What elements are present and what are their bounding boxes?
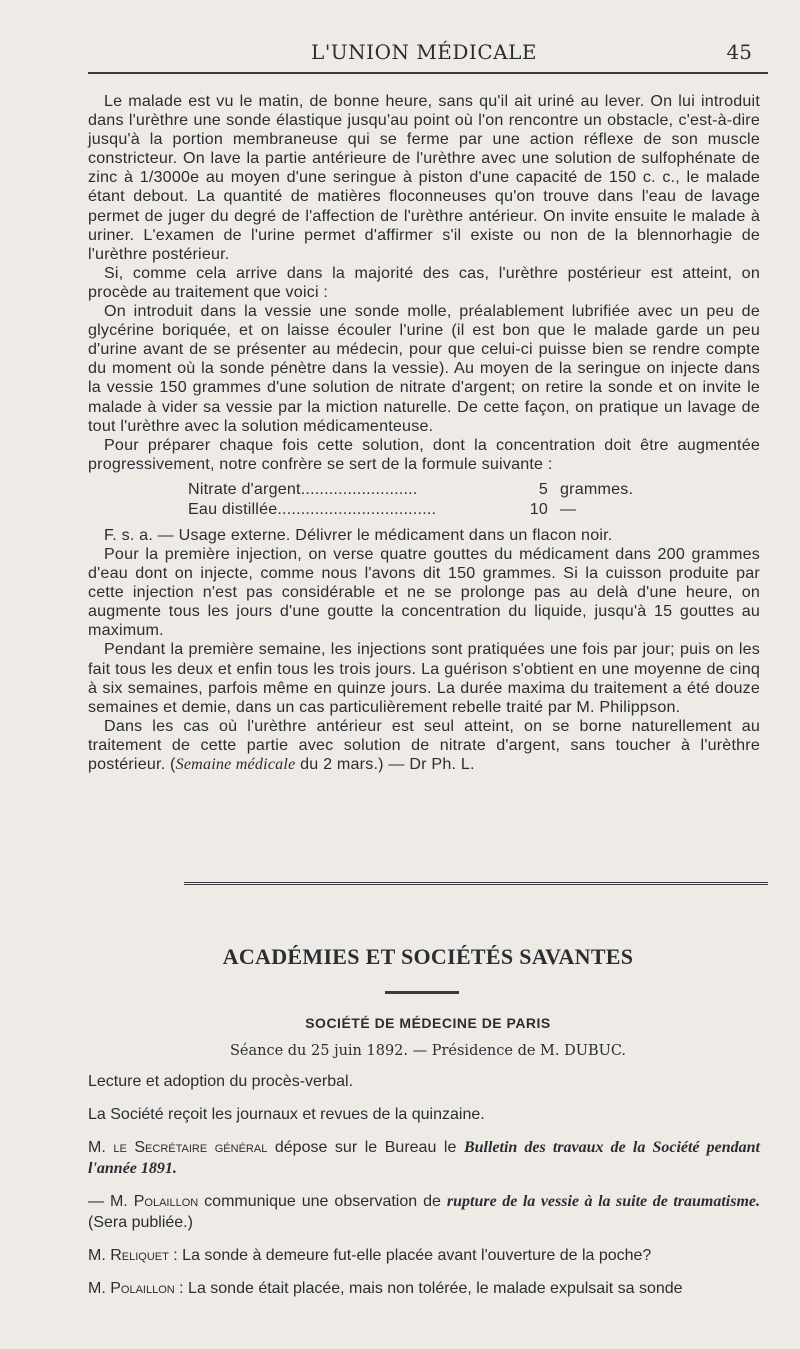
minutes-paragraph — [88, 1245, 760, 1266]
minutes-text: : La sonde était placée, mais non tolérée, le malade expulsait sa sonde — [174, 1280, 683, 1297]
title-rule — [385, 991, 459, 994]
minutes-paragraph — [88, 1191, 760, 1233]
paragraph — [88, 717, 760, 774]
paragraph: Le malade est vu le matin, de bonne heure, sans qu'il ait uriné au lever. On lui introduit dans l'urèthre une sonde élastique jusqu'au point où l'on rencontre un obstacle, c'est-à-dire jusqu'à la portion membraneuse qui se ferme par une action réflexe de son muscle constricteur. On lave la partie antérieure de l'urèthre avec une solution de sulfophénate de zinc à 1/3000e au moyen d'une seringue à piston d'une capacité de 150 c. c., le malade étant debout. La quantité de matières floconneuses qu'on trouve dans l'eau de lavage permet de juger du degré de l'affection de l'urèthre antérieur. On invite ensuite le malade à uriner. L'examen de l'urine permet d'affirmer s'il existe ou non de la blennorhagie de l'urèthre postérieur. — [88, 92, 760, 263]
speaker-name: M. Polaillon — [88, 1280, 175, 1297]
society-title: SOCIÉTÉ DE MÉDECINE DE PARIS — [305, 1015, 551, 1031]
minutes-paragraph: Lecture et adoption du procès-verbal. — [88, 1073, 354, 1090]
paragraph-text: du 2 mars.) — Dr Ph. L. — [295, 755, 475, 773]
page-header — [88, 40, 760, 74]
paragraph: Pour préparer chaque fois cette solution, dont la concentration doit être augmentée progressivement, notre confrère se sert de la formule suivante : — [88, 435, 760, 473]
minutes-paragraph — [88, 1137, 760, 1179]
paragraph: Si, comme cela arrive dans la majorité des cas, l'urèthre postérieur est atteint, on procède au traitement que voici : — [88, 263, 760, 301]
formula-quantity: 10 — [529, 499, 548, 518]
section-title: ACADÉMIES ET SOCIÉTÉS SAVANTES — [222, 944, 634, 969]
prescription-formula — [188, 480, 760, 520]
formula-ingredient: Nitrate d'argent......................... — [188, 479, 418, 498]
running-title: L'UNION MÉDICALE — [311, 40, 537, 64]
meeting-minutes — [88, 1071, 760, 1311]
minutes-text: (Sera publiée.) — [88, 1214, 193, 1231]
header-rule — [88, 72, 768, 74]
minutes-paragraph: La Société reçoit les journaux et revues de la quinzaine. — [88, 1106, 485, 1123]
paragraph: Pendant la première semaine, les injections sont pratiquées une fois par jour; puis on les fait tous les deux et enfin tous les trois jours. La guérison s'obtient en une moyenne de cinq à six semaines, parfois même en quinze jours. La durée maxima du traitement a été douze semaines et demie, dans un cas particulièrement rebelle traité par M. Philippson. — [88, 640, 760, 716]
paragraph: On introduit dans la vessie une sonde molle, préalablement lubrifiée avec un peu de glycérine boriquée, et on laisse écouler l'urine (il est bon que le malade garde un peu d'urine avant de se présenter au médecin, pour que celui-ci puisse bien se rendre compte du moment où la sonde pénètre dans la vessie). Au moyen de la seringue on injecte dans la vessie 150 grammes d'une solution de nitrate d'argent; on retire la sonde et on invite le malade à vider sa vessie par la miction naturelle. De cette façon, on pratique un lavage de tout l'urèthre avec la solution médicamenteuse. — [88, 302, 760, 435]
formula-row — [188, 480, 760, 500]
observation-title: rupture de la vessie à la suite de traumatisme. — [446, 1193, 760, 1210]
speaker-name: M. le Secrétaire général — [88, 1139, 268, 1156]
source-title: Semaine médicale — [175, 756, 296, 773]
formula-row — [188, 500, 760, 520]
paragraph-text: Dans les cas où l'urèthre antérieur est seul atteint, on se borne naturellement au traitement de cette partie avec solution de nitrate d'argent, sans toucher à l'urèthre postérieur. ( — [88, 716, 760, 773]
speaker-name: Polaillon — [133, 1193, 199, 1210]
formula-unit: — — [560, 499, 577, 518]
publication-title: Bulletin des travaux de la Société pendant l'année 1891. — [88, 1139, 760, 1177]
minutes-text: communique une observation de — [198, 1193, 447, 1210]
minutes-text: dépose sur le Bureau le — [267, 1139, 464, 1156]
session-line: Séance du 25 juin 1892. — Présidence de M. DUBUC. — [229, 1043, 627, 1059]
formula-quantity: 5 — [538, 479, 548, 498]
formula-ingredient: Eau distillée.................................. — [188, 499, 437, 518]
page-number: 45 — [726, 40, 752, 64]
section-separator — [184, 882, 768, 885]
article-body — [88, 92, 760, 774]
speaker-name: M. Reliquet — [88, 1247, 169, 1264]
minutes-text: — M. — [88, 1193, 134, 1210]
minutes-text: : La sonde à demeure fut-elle placée avant l'ouverture de la poche? — [168, 1247, 652, 1264]
formula-unit: grammes. — [560, 479, 634, 498]
minutes-paragraph — [88, 1278, 760, 1299]
paragraph: Pour la première injection, on verse quatre gouttes du médicament dans 200 grammes d'eau dont on injecte, comme nous l'avons dit 150 grammes. Si la cuisson produite par cette injection n'est pas considérable et ne se prolonge pas au delà d'une heure, on augmente tous les jours d'une goutte la concentration du liquide, jusqu'à 15 gouttes au maximum. — [88, 544, 760, 640]
paragraph: F. s. a. — Usage externe. Délivrer le médicament dans un flacon noir. — [104, 525, 613, 544]
